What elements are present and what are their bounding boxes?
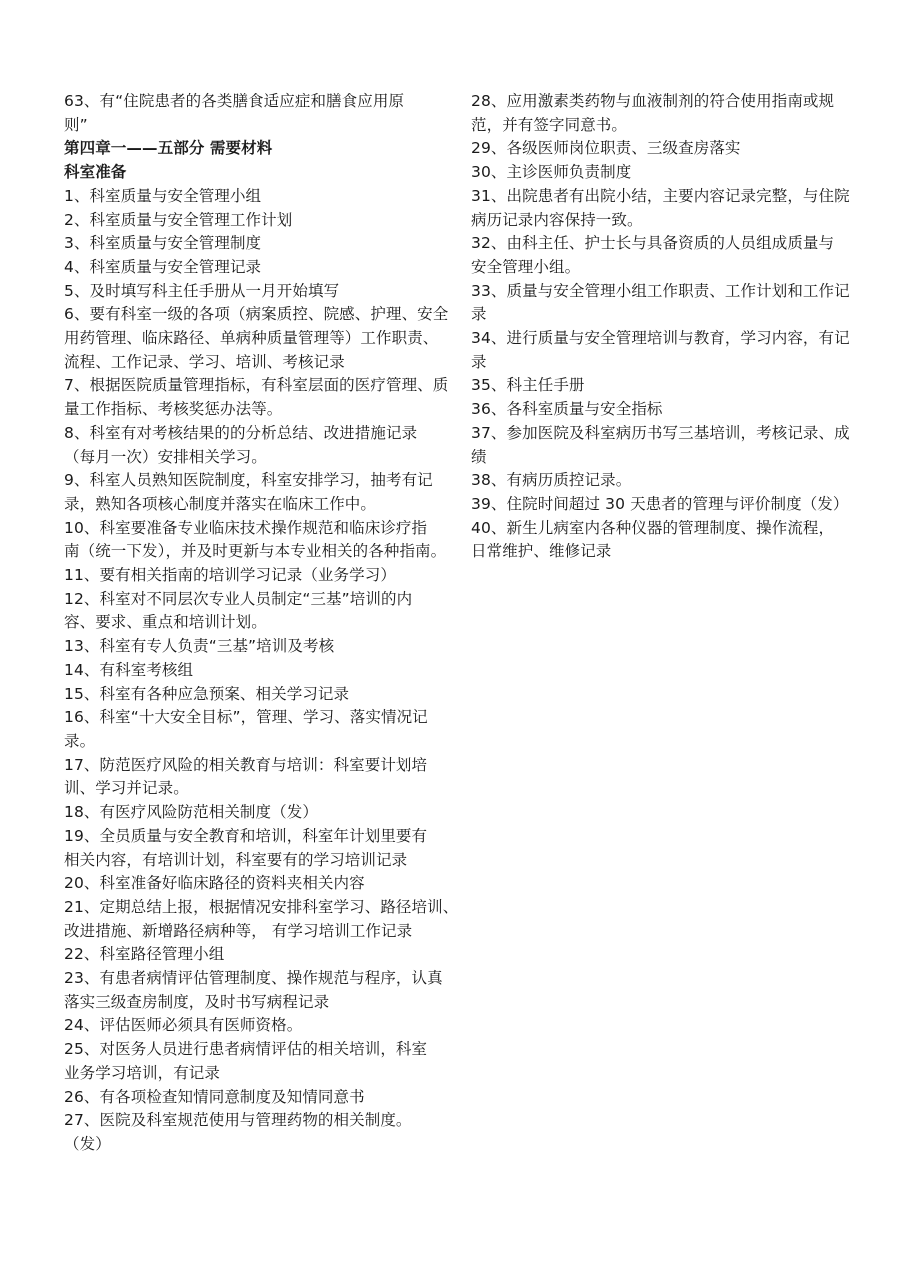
text-line: 安全管理小组。 <box>471 257 581 276</box>
text-line: 录 <box>471 305 487 324</box>
text-line: 40、新生儿病室内各种仪器的管理制度、操作流程， <box>471 518 835 537</box>
text-line: 4、科室质量与安全管理记录 <box>64 257 262 276</box>
text-line: 量工作指标、考核奖惩办法等。 <box>64 400 283 419</box>
text-line: 34、进行质量与安全管理培训与教育，学习内容，有记 <box>471 329 850 348</box>
text-line: 16、科室“十大安全目标”，管理、学习、落实情况记 <box>64 708 428 727</box>
text-line: 绩 <box>471 447 487 466</box>
text-line: 1、科室质量与安全管理小组 <box>64 186 262 205</box>
text-line: 36、各科室质量与安全指标 <box>471 400 663 419</box>
text-line: 2、科室质量与安全管理工作计划 <box>64 210 293 229</box>
text-line: 26、有各项检查知情同意制度及知情同意书 <box>64 1087 365 1106</box>
text-line: 24、评估医师必须具有医师资格。 <box>64 1016 303 1035</box>
text-line: 录。 <box>64 731 96 750</box>
text-line: 用药管理、临床路径、单病种质量管理等）工作职责、 <box>64 329 439 348</box>
text-line: 35、科主任手册 <box>471 376 585 395</box>
text-line: 23、有患者病情评估管理制度、操作规范与程序，认真 <box>64 969 443 988</box>
text-line: 13、科室有专人负责“三基”培训及考核 <box>64 637 335 656</box>
text-line: 录 <box>471 352 487 371</box>
text-line: 21、定期总结上报，根据情况安排科室学习、路径培训、 <box>64 897 459 916</box>
text-line: 6、要有科室一级的各项（病案质控、院感、护理、安全 <box>64 305 449 324</box>
text-line: 训、学习并记录。 <box>64 779 189 798</box>
text-line: 32、由科主任、护士长与具备资质的人员组成质量与 <box>471 234 835 253</box>
text-line: 录，熟知各项核心制度并落实在临床工作中。 <box>64 494 377 513</box>
text-line: 27、医院及科室规范使用与管理药物的相关制度。 <box>64 1111 412 1130</box>
text-line: 28、应用激素类药物与血液制剂的符合使用指南或规 <box>471 92 835 110</box>
text-line: （每月一次）安排相关学习。 <box>64 447 267 466</box>
section-heading: 第四章一——五部分 需要材料 <box>64 139 273 158</box>
text-line: 33、质量与安全管理小组工作职责、工作计划和工作记 <box>471 281 850 300</box>
text-line: 日常维护、维修记录 <box>471 542 612 561</box>
text-line: 14、有科室考核组 <box>64 660 194 679</box>
text-line: 25、对医务人员进行患者病情评估的相关培训，科室 <box>64 1040 428 1059</box>
section-heading: 科室准备 <box>64 163 127 182</box>
text-line: 37、参加医院及科室病历书写三基培训，考核记录、成 <box>471 423 850 442</box>
text-line: 南（统一下发），并及时更新与本专业相关的各种指南。 <box>64 542 447 561</box>
text-line: 相关内容，有培训计划，科室要有的学习培训记录 <box>64 850 408 869</box>
text-line: 5、及时填写科主任手册从一月开始填写 <box>64 281 340 300</box>
text-line: 7、根据医院质量管理指标，有科室层面的医疗管理、质 <box>64 376 449 395</box>
text-line: 改进措施、新增路径病种等， 有学习培训工作记录 <box>64 921 413 940</box>
text-line: 22、科室路径管理小组 <box>64 945 225 964</box>
text-line: 业务学习培训，有记录 <box>64 1063 221 1082</box>
text-line: 17、防范医疗风险的相关教育与培训：科室要计划培 <box>64 755 428 774</box>
text-line: 3、科室质量与安全管理制度 <box>64 234 262 253</box>
text-line: 容、要求、重点和培训计划。 <box>64 613 267 632</box>
text-line: 落实三级查房制度，及时书写病程记录 <box>64 992 330 1011</box>
left-text-column <box>64 90 459 1157</box>
text-line: 20、科室准备好临床路径的资料夹相关内容 <box>64 874 365 893</box>
text-line: 39、住院时间超过 30 天患者的管理与评价制度（发） <box>471 494 849 513</box>
text-line: 15、科室有各种应急预案、相关学习记录 <box>64 684 350 703</box>
right-text-column <box>471 90 851 564</box>
text-line: 12、科室对不同层次专业人员制定“三基”培训的内 <box>64 589 413 608</box>
text-line: 10、科室要准备专业临床技术操作规范和临床诊疗指 <box>64 518 428 537</box>
text-line: 9、科室人员熟知医院制度，科室安排学习，抽考有记 <box>64 471 433 490</box>
text-line: 30、主诊医师负责制度 <box>471 163 632 182</box>
text-line: 8、科室有对考核结果的的分析总结、改进措施记录 <box>64 423 418 442</box>
text-line: 范，并有签字同意书。 <box>471 115 628 134</box>
text-line: 38、有病历质控记录。 <box>471 471 632 490</box>
text-line: 19、全员质量与安全教育和培训，科室年计划里要有 <box>64 826 428 845</box>
text-line: 11、要有相关指南的培训学习记录（业务学习） <box>64 566 396 585</box>
text-line: 则” <box>64 115 88 134</box>
text-line: 流程、工作记录、学习、培训、考核记录 <box>64 352 345 371</box>
text-line: 31、出院患者有出院小结，主要内容记录完整，与住院 <box>471 186 850 205</box>
text-line: 病历记录内容保持一致。 <box>471 210 643 229</box>
text-line: 63、有“住院患者的各类膳食适应症和膳食应用原 <box>64 92 405 110</box>
text-line: 29、各级医师岗位职责、三级查房落实 <box>471 139 741 158</box>
text-line: （发） <box>64 1134 111 1153</box>
text-line: 18、有医疗风险防范相关制度（发） <box>64 803 318 822</box>
